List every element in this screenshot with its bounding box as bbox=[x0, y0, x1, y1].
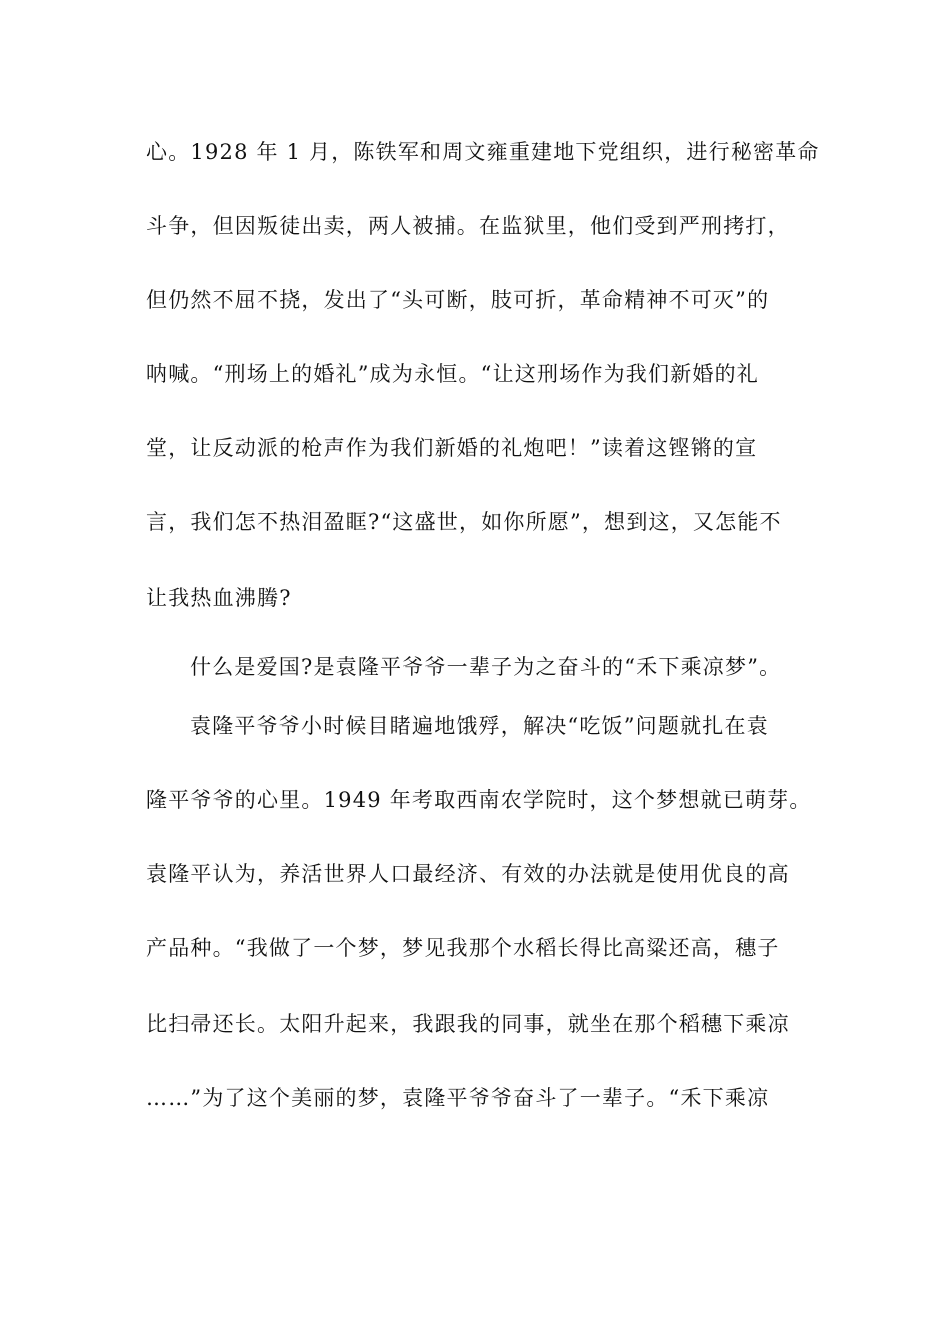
text-line: 产品种。“我做了一个梦，梦见我那个水稻长得比高粱还高，穗子 bbox=[146, 936, 780, 960]
paragraph-first-line: 什么是爱国?是袁隆平爷爷一辈子为之奋斗的“禾下乘凉梦”。 bbox=[190, 655, 782, 679]
text-line: 呐喊。“刑场上的婚礼”成为永恒。“让这刑场作为我们新婚的礼 bbox=[146, 362, 760, 386]
paragraph-first-line: 袁隆平爷爷小时候目睹遍地饿殍，解决“吃饭”问题就扎在袁 bbox=[190, 714, 769, 738]
text-line: 隆平爷爷的心里。1949 年考取西南农学院时，这个梦想就已萌芽。 bbox=[146, 788, 812, 812]
text-line: 比扫帚还长。太阳升起来，我跟我的同事，就坐在那个稻穗下乘凉 bbox=[146, 1012, 790, 1036]
text-line: 但仍然不屈不挠，发出了“头可断，肢可折，革命精神不可灭”的 bbox=[146, 288, 770, 312]
text-line: 斗争，但因叛徒出卖，两人被捕。在监狱里，他们受到严刑拷打， bbox=[146, 214, 790, 238]
text-line: 心。1928 年 1 月，陈铁军和周文雍重建地下党组织，进行秘密革命 bbox=[146, 140, 820, 164]
text-line: 堂，让反动派的枪声作为我们新婚的礼炮吧！”读着这铿锵的宣 bbox=[146, 436, 758, 460]
text-line: 袁隆平认为，养活世界人口最经济、有效的办法就是使用优良的高 bbox=[146, 862, 790, 886]
text-line: 让我热血沸腾? bbox=[146, 586, 292, 610]
text-line: 言，我们怎不热泪盈眶?“这盛世，如你所愿”，想到这，又怎能不 bbox=[146, 510, 782, 534]
text-line: ……”为了这个美丽的梦，袁隆平爷爷奋斗了一辈子。“禾下乘凉 bbox=[146, 1086, 770, 1110]
